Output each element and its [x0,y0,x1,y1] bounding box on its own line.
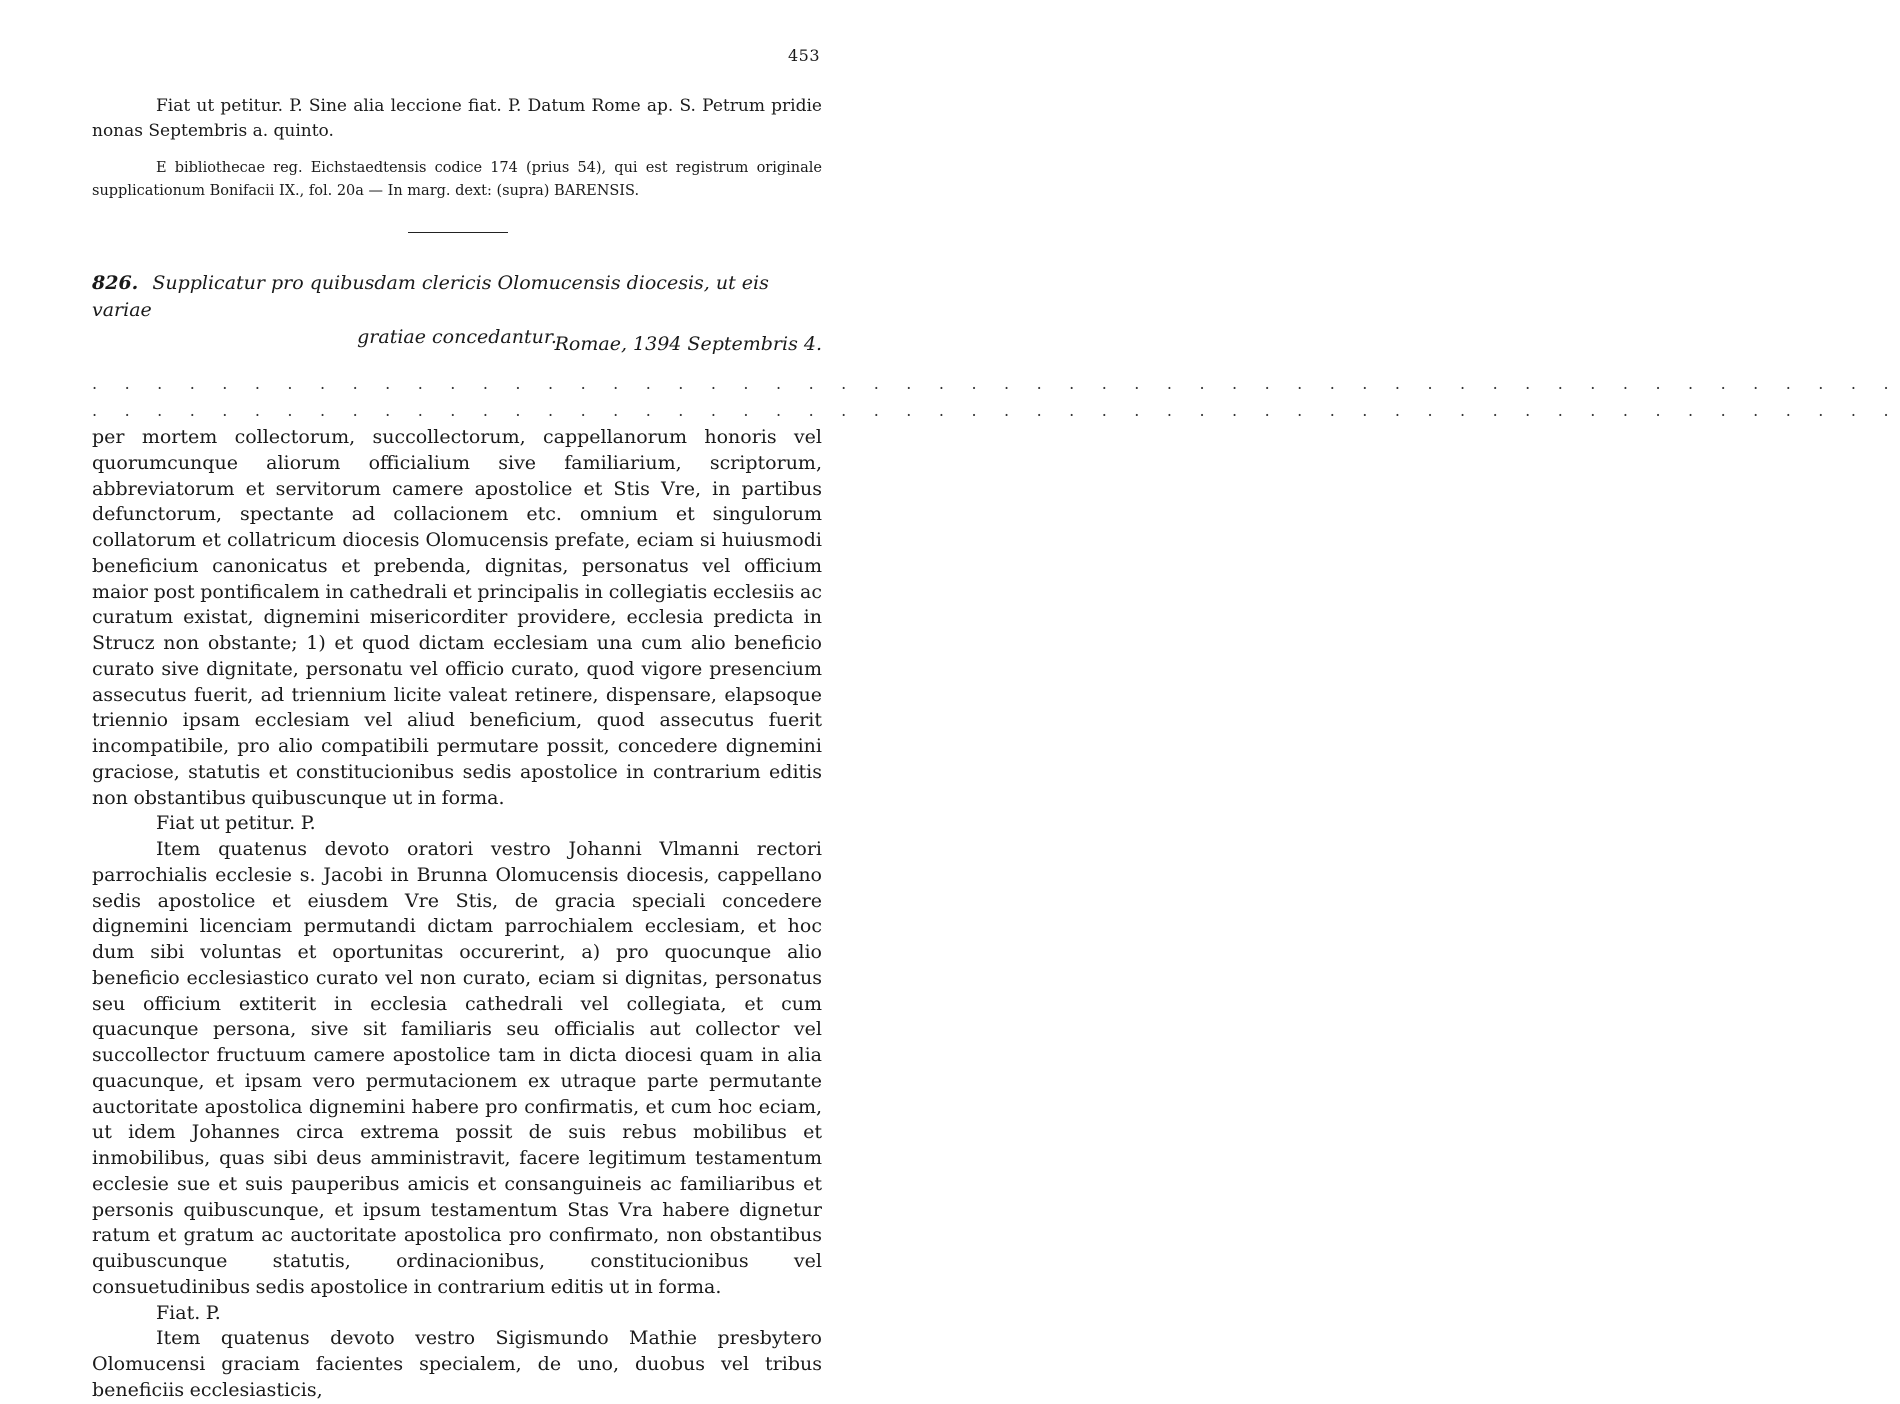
body-paragraph: Fiat. P. [156,1301,221,1324]
document-title-line1: Supplicatur pro quibusdam clericis Olomucensis diocesis, ut eis variae [92,272,769,321]
document-title-line2: gratiae concedantur. [357,326,557,348]
ellipsis-row: . . . . . . . . . . . . . . . . . . . . . . . . . . . . . . . . . . . . . . . . . . . . . . . . . . . . . . . . [92,401,1900,420]
ellipsis-row: . . . . . . . . . . . . . . . . . . . . . . . . . . . . . . . . . . . . . . . . . . . . . . . . . . . . . . . . [92,374,1900,393]
intro-paragraph [92,94,822,144]
source-note [92,157,822,203]
page-number: 453 [787,46,820,65]
document-number: 826. [92,272,139,294]
body-paragraph: Fiat ut petitur. P. [156,812,316,835]
document-body [92,425,822,1404]
body-paragraph: Item quatenus devoto oratori vestro Johanni Vlmanni rectori parrochialis ecclesie s. Jacobi in Brunna Olomucensis diocesis, cappellano sedis apostolice et eiusdem Vre Stis, de gracia speciali concedere dignemini licenciam permutandi dictam parrochialem ecclesiam, et hoc dum sibi voluntas et oportunitas occurerint, a) pro quocunque alio beneficio ecclesiastico curato vel non curato, eciam si dignitas, personatus seu officium extiterit in ecclesia cathedrali vel collegiata, et cum quacunque persona, sive sit familiaris seu officialis aut collector vel succollector fructuum camere apostolice tam in dicta diocesi quam in alia quacunque, et ipsam vero permutacionem ex utraque parte permutante auctoritate apostolica dignemini habere pro confirmatis, et cum hoc eciam, ut idem Johannes circa extrema possit de suis rebus mobilibus et inmobilibus, quas sibi deus amministravit, facere legitimum testamentum ecclesie sue et suis pauperibus amicis et consanguineis ac familiaribus et personis quibuscunque, et ipsum testamentum Stas Vra habere dignetur ratum et gratum ac auctoritate apostolica pro confirmato, non obstantibus quibuscunque statutis, ordinacionibus, constitucionibus vel consuetudinibus sedis apostolice in contrarium editis ut in forma. [92,838,822,1298]
body-paragraph: Item quatenus devoto vestro Sigismundo Mathie presbytero Olomucensi graciam facientes specialem, de uno, duobus vel tribus beneficiis ecclesiasticis, [92,1327,822,1401]
body-paragraph: per mortem collectorum, succollectorum, cappellanorum honoris vel quorumcunque aliorum officialium sive familiarium, scriptorum, abbreviatorum et servitorum camere apostolice et Stis Vre, in partibus defunctorum, spectante ad collacionem etc. omnium et singulorum collatorum et collatricum diocesis Olomucensis prefate, eciam si huiusmodi beneficium canonicatus et prebenda, dignitas, personatus vel officium maior post pontificalem in cathedrali et principalis in collegiatis ecclesiis ac curatum existat, dignemini misericorditer providere, ecclesia predicta in Strucz non obstante; 1) et quod dictam ecclesiam una cum alio beneficio curato sive dignitate, personatu vel officio curato, quod vigore presencium assecutus fuerit, ad triennium licite valeat retinere, dispensare, elapsoque triennio ipsam ecclesiam vel aliud beneficium, quod assecutus fuerit incompatibile, pro alio compatibili permutare possit, concedere dignemini graciose, statutis et constitucionibus sedis apostolice in contrarium editis non obstantibus quibuscunque ut in forma. [92,426,822,809]
section-divider [408,232,508,233]
intro-text: Fiat ut petitur. P. Sine alia leccione fiat. P. Datum Rome ap. S. Petrum pridie nonas Septembris a. quinto. [92,96,822,141]
source-note-text: E bibliothecae reg. Eichstaedtensis codice 174 (prius 54), qui est registrum originale supplicationum Bonifacii IX., fol. 20a — In marg. dext: (supra) BARENSIS. [92,160,822,199]
place-date: Romae, 1394 Septembris 4. [554,333,822,355]
